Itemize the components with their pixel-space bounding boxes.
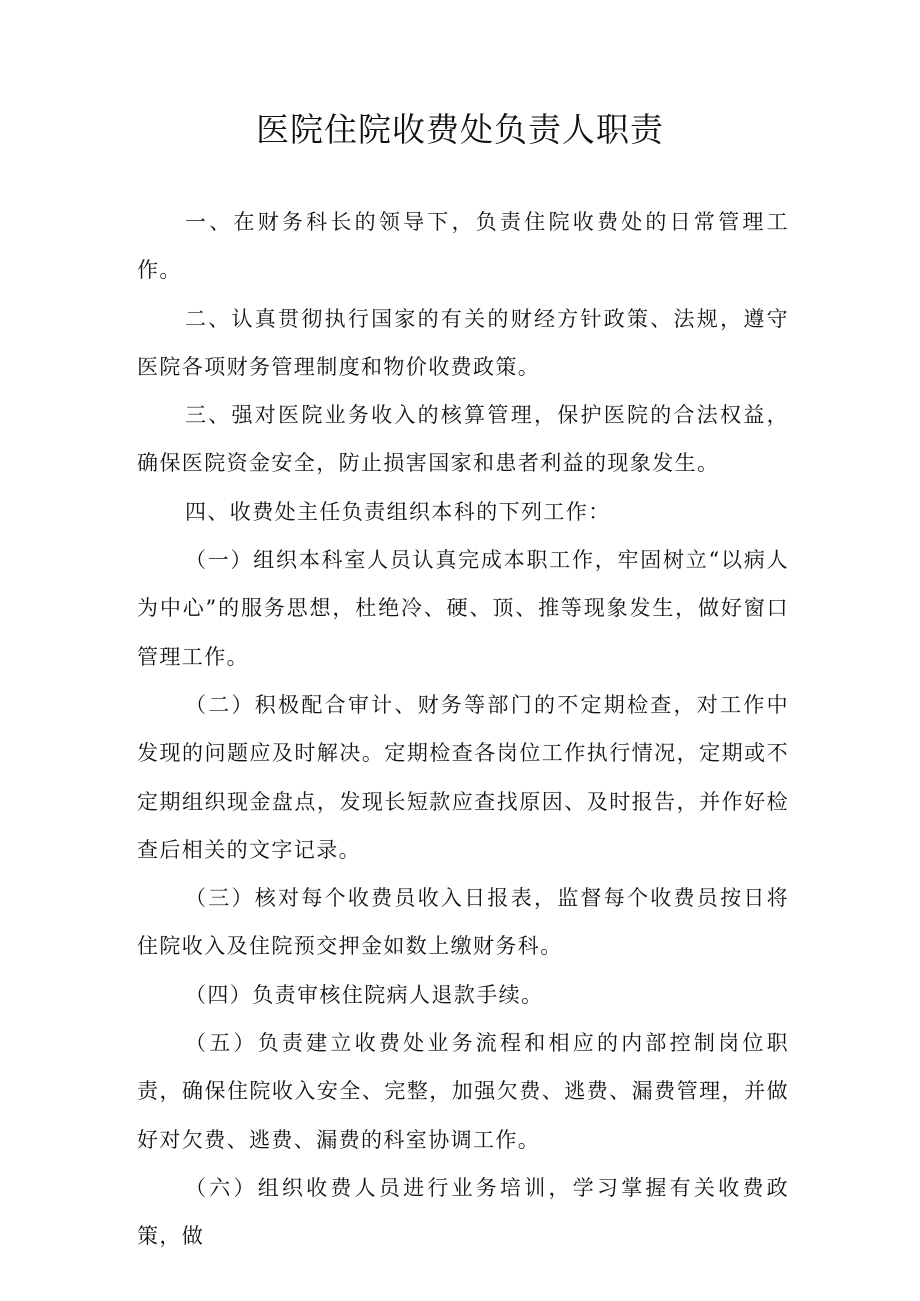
document-body (137, 198, 789, 1261)
paragraph-item-6: （六）组织收费人员进行业务培训，学习掌握有关收费政策，做 (137, 1175, 789, 1249)
paragraph-item-3: （三）核对每个收费员收入日报表，监督每个收费员按日将住院收入及住院预交押金如数上缴财务科。 (137, 886, 789, 959)
paragraph-4: 四、收费处主任负责组织本科的下列工作： (185, 499, 611, 524)
document-title: 医院住院收费处负责人职责 (256, 110, 664, 149)
paragraph-item-4: （四）负责审核住院病人退款手续。 (185, 982, 544, 1007)
paragraph-3: 三、强对医院业务收入的核算管理，保护医院的合法权益，确保医院资金安全，防止损害国家和患者利益的现象发生。 (137, 403, 789, 476)
paragraph-item-1: （一）组织本科室人员认真完成本职工作，牢固树立“以病人为中心”的服务思想，杜绝冷、硬、顶、推等现象发生，做好窗口管理工作。 (137, 548, 789, 669)
paragraph-item-5: （五）负责建立收费处业务流程和相应的内部控制岗位职责，确保住院收入安全、完整，加强欠费、逃费、漏费管理，并做好对欠费、逃费、漏费的科室协调工作。 (137, 1031, 789, 1152)
paragraph-2: 二、认真贯彻执行国家的有关的财经方针政策、法规，遵守医院各项财务管理制度和物价收费政策。 (137, 306, 789, 379)
paragraph-1: 一、在财务科长的领导下，负责住院收费处的日常管理工作。 (137, 210, 789, 283)
paragraph-item-2: （二）积极配合审计、财务等部门的不定期检查，对工作中发现的问题应及时解决。定期检查各岗位工作执行情况，定期或不定期组织现金盘点，发现长短款应查找原因、及时报告，并作好检查后相关的文字记录。 (137, 692, 789, 862)
